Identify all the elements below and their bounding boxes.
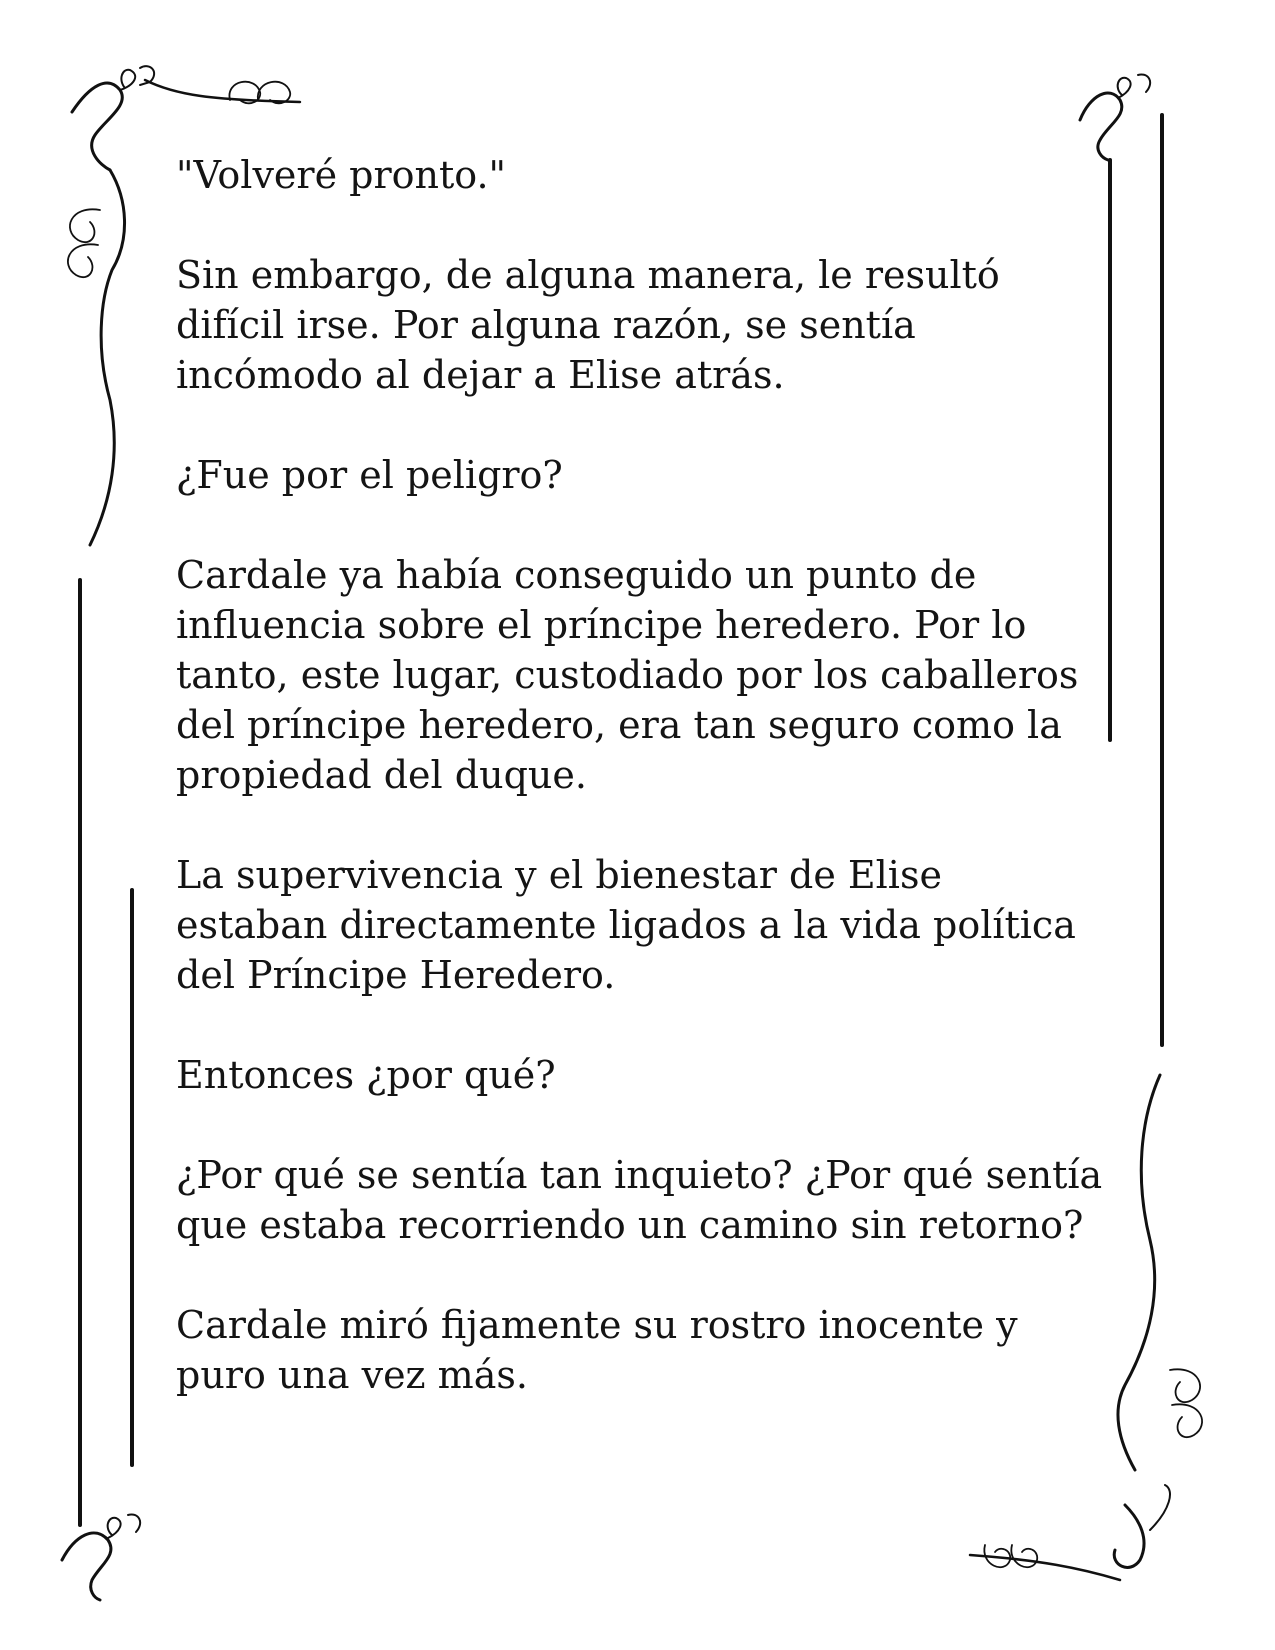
paragraph xyxy=(176,250,1106,400)
text-line: incómodo al dejar a Elise atrás. xyxy=(176,353,785,397)
paragraph xyxy=(176,550,1106,800)
text-line: Cardale miró fijamente su rostro inocente y xyxy=(176,1303,1018,1347)
paragraph xyxy=(176,850,1106,1000)
text-line: ¿Por qué se sentía tan inquieto? ¿Por qué sentía xyxy=(176,1153,1103,1197)
paragraph xyxy=(176,1150,1106,1250)
paragraph xyxy=(176,1300,1106,1400)
paragraph xyxy=(176,150,1106,200)
paragraph xyxy=(176,450,1106,500)
text-line: del príncipe heredero, era tan seguro como la xyxy=(176,703,1062,747)
text-line: La supervivencia y el bienestar de Elise xyxy=(176,853,942,897)
text-line: propiedad del duque. xyxy=(176,753,587,797)
chapter-text xyxy=(176,150,1106,1450)
text-line: influencia sobre el príncipe heredero. Por lo xyxy=(176,603,1027,647)
paragraph xyxy=(176,1050,1106,1100)
text-line: difícil irse. Por alguna razón, se sentía xyxy=(176,303,916,347)
text-line: estaban directamente ligados a la vida política xyxy=(176,903,1076,947)
text-line: que estaba recorriendo un camino sin retorno? xyxy=(176,1203,1084,1247)
text-line: Entonces ¿por qué? xyxy=(176,1053,556,1097)
text-line: del Príncipe Heredero. xyxy=(176,953,616,997)
bottom-left-flourish-icon xyxy=(62,1514,140,1600)
text-line: Sin embargo, de alguna manera, le resultó xyxy=(176,253,1000,297)
text-line: puro una vez más. xyxy=(176,1353,528,1397)
text-line: Cardale ya había conseguido un punto de xyxy=(176,553,977,597)
text-line: ¿Fue por el peligro? xyxy=(176,453,563,497)
text-line: "Volveré pronto." xyxy=(176,153,507,197)
text-line: tanto, este lugar, custodiado por los caballeros xyxy=(176,653,1079,697)
